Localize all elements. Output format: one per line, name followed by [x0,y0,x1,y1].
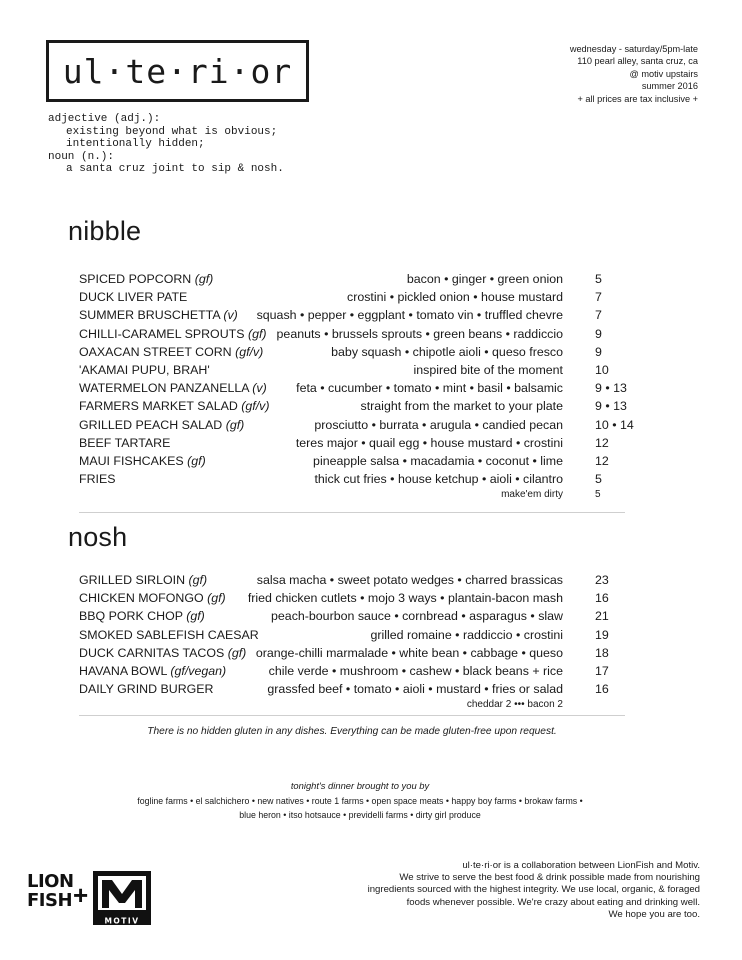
menu-item-price: 16 [595,682,609,697]
menu-item-name [79,589,226,607]
menu-item-description: teres major • quail egg • house mustard • crostini [295,435,563,450]
menu-item-name [79,397,270,415]
motiv-logo [92,870,152,925]
definition-line: intentionally hidden; [66,138,205,151]
section-divider [79,512,625,513]
menu-item-title: BBQ PORK CHOP [79,609,183,624]
menu-item [79,607,625,625]
addon-description: make'em dirty [501,489,563,501]
about-block [310,860,700,921]
menu-addon [79,698,625,712]
menu-item-description: peanuts • brussels sprouts • green beans • raddiccio [276,326,563,341]
menu-item-name [79,361,210,379]
menu-item-title: 'AKAMAI PUPU, BRAH' [79,362,210,377]
menu-item-title: DUCK CARNITAS TACOS [79,645,225,660]
menu-item [79,626,625,644]
addon-description: cheddar 2 ••• bacon 2 [466,699,563,711]
farms-lead: tonight's dinner brought to you by [290,780,430,791]
menu-item-description: baby squash • chipotle aioli • queso fresco [331,344,563,359]
lionfish-logo-line: LION [27,871,74,892]
dietary-tag: (gf) [186,609,205,624]
menu-item-description: inspired bite of the moment [413,362,563,377]
menu-item [79,680,625,698]
menu-item [79,379,625,397]
menu-item-name [79,379,267,397]
menu-item-price: 10 [595,362,609,377]
dietary-tag: (gf) [227,645,247,660]
menu-list-nibble [79,270,634,502]
menu-item-description: squash • pepper • eggplant • tomato vin • truffled chevre [256,308,563,323]
menu-item [79,343,625,361]
season: summer 2016 [641,81,698,92]
about-line: foods whenever possible. We're crazy about eating and drinking well. [406,896,700,908]
menu-item-title: CHICKEN MOFONGO [79,591,204,606]
menu-item [79,470,625,488]
about-line: ul·te·ri·or is a collaboration between LionFish and Motiv. [462,860,700,871]
menu-item-price: 7 [595,290,602,305]
menu-item [79,361,625,379]
section-divider [79,715,625,716]
restaurant-logo [46,40,309,102]
about-line: ingredients sourced with the highest integrity. We use local, organic, & foraged [367,884,700,896]
definition-block [48,113,348,176]
menu-item-description: pineapple salsa • macadamia • coconut • lime [313,453,563,468]
menu-item-title: MAUI FISHCAKES [79,453,184,468]
dietary-tag: (gf/v) [241,399,270,414]
menu-list-nosh [79,571,625,712]
menu-item-title: CHILLI-CARAMEL SPROUTS [79,326,245,341]
farms-line: fogline farms • el salchichero • new natives • route 1 farms • open space meats • happy boy farms • brokaw farms • [137,795,583,806]
menu-item [79,306,625,324]
section-title-nosh: nosh [68,522,128,552]
menu-item-name [79,325,267,343]
logo-text: ul·te·ri·or [62,51,293,91]
definition-line: noun (n.): [48,150,115,163]
restaurant-info [438,43,698,105]
farms-credits [60,779,660,823]
dietary-tag: (v) [223,308,238,323]
menu-item-name [79,434,170,452]
plus-sign: + [73,880,89,910]
menu-item [79,416,634,434]
menu-item-price: 9 • 13 [595,381,627,396]
menu-item [79,270,625,288]
menu-item-price: 21 [595,609,609,624]
menu-item-price: 9 [595,326,602,341]
menu-item-price: 10 • 14 [595,417,634,432]
menu-item-name [79,607,205,625]
menu-item-description: crostini • pickled onion • house mustard [347,290,563,305]
hours: wednesday - saturday/5pm-late [569,44,698,54]
menu-item-description: fried chicken cutlets • mojo 3 ways • plantain-bacon mash [247,591,563,606]
menu-item-price: 5 [595,272,602,286]
menu-item-name [79,680,214,698]
menu-item-name [79,571,207,589]
menu-item-price: 19 [595,627,609,642]
lionfish-logo [27,872,79,910]
menu-item-title: SPICED POPCORN [79,272,192,286]
menu-item-description: grilled romaine • raddiccio • crostini [370,627,563,642]
menu-item-title: DUCK LIVER PATE [79,290,188,305]
menu-item-price: 12 [595,435,609,450]
menu-item-title: WATERMELON PANZANELLA [79,381,249,396]
menu-item-price: 5 [595,472,602,487]
menu-item-name [79,270,213,288]
menu-item-name [79,452,206,470]
dietary-tag: (gf) [188,573,208,587]
menu-item-name [79,306,238,324]
menu-item-title: GRILLED PEACH SALAD [79,417,223,432]
menu-item-description: straight from the market to your plate [360,399,563,414]
menu-item [79,571,625,589]
menu-item-description: orange-chilli marmalade • white bean • cabbage • queso [255,645,563,660]
menu-item-price: 23 [595,573,609,587]
menu-item-title: HAVANA BOWL [79,663,167,678]
menu-item-price: 17 [595,663,609,678]
menu-item [79,452,625,470]
menu-item-title: BEEF TARTARE [79,435,171,450]
menu-item-description: thick cut fries • house ketchup • aioli • cilantro [314,472,563,487]
tax-note: + all prices are tax inclusive + [577,93,698,104]
menu-item-description: bacon • ginger • green onion [406,272,563,286]
menu-item-title: GRILLED SIRLOIN [79,573,186,587]
menu-item-title: SUMMER BRUSCHETTA [79,308,220,323]
menu-item-title: SMOKED SABLEFISH CAESAR [79,627,259,642]
menu-item-price: 7 [595,308,602,323]
menu-item-name [79,470,116,488]
dietary-tag: (gf) [247,326,267,341]
menu-item-title: FARMERS MARKET SALAD [79,399,238,414]
gluten-note: There is no hidden gluten in any dishes. Everything can be made gluten-free upon request. [147,726,557,737]
menu-item-description: chile verde • mushroom • cashew • black beans + rice [268,663,563,678]
dietary-tag: (gf) [225,417,245,432]
menu-item-description: prosciutto • burrata • arugula • candied pecan [314,417,563,432]
definition-line: a santa cruz joint to sip & nosh. [66,163,284,176]
dietary-tag: (gf) [207,591,226,606]
menu-item [79,662,625,680]
menu-item-description: peach-bourbon sauce • cornbread • asparagus • slaw [271,609,563,624]
location-note: @ motiv upstairs [629,68,698,79]
about-line: We hope you are too. [608,908,700,920]
dietary-tag: (gf/v) [235,344,264,359]
menu-item [79,434,625,452]
address: 110 pearl alley, santa cruz, ca [577,56,698,67]
definition-line: adjective (adj.): [48,113,161,125]
menu-item-name [79,343,263,361]
menu-item [79,589,625,607]
menu-item [79,644,625,662]
menu-item-name [79,416,244,434]
menu-item-description: salsa macha • sweet potato wedges • charred brassicas [256,573,563,587]
definition-line: existing beyond what is obvious; [66,125,278,138]
menu-item-price: 18 [595,645,609,660]
dietary-tag: (gf/vegan) [170,663,227,678]
about-line: We strive to serve the best food & drink possible made from nourishing [399,872,700,884]
motiv-logo-word: MOTIV [104,916,140,925]
menu-item-price: 12 [595,453,609,468]
menu-item-title: DAILY GRIND BURGER [79,682,214,697]
menu-item [79,397,625,415]
menu-item-description: feta • cucumber • tomato • mint • basil • balsamic [296,381,563,396]
dietary-tag: (gf) [187,453,206,468]
lionfish-logo-line: FISH [27,890,73,911]
menu-item-title: FRIES [79,472,116,487]
menu-item-name [79,288,187,306]
menu-item-price: 9 [595,344,602,359]
menu-item-name [79,626,259,644]
menu-item [79,288,625,306]
menu-item [79,325,625,343]
addon-price: 5 [595,489,601,501]
menu-item-price: 9 • 13 [595,399,627,414]
menu-item-title: OAXACAN STREET CORN [79,344,232,359]
dietary-tag: (v) [252,381,267,396]
menu-item-name [79,644,246,662]
section-title-nibble: nibble [68,216,142,246]
menu-item-name [79,662,226,680]
dietary-tag: (gf) [194,272,214,286]
farms-line: blue heron • itso hotsauce • previdelli farms • dirty girl produce [239,810,481,820]
menu-item-price: 16 [595,591,609,606]
menu-addon [79,488,625,502]
menu-item-description: grassfed beef • tomato • aioli • mustard • fries or salad [267,682,563,697]
